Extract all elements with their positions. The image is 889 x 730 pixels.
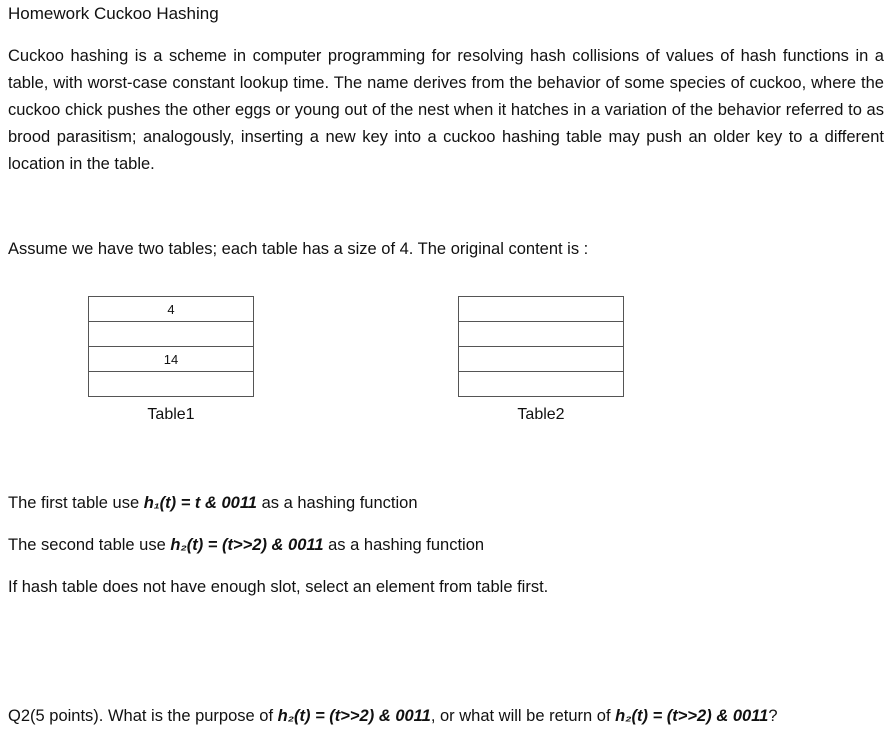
table1-slot-1 [89, 322, 254, 347]
table1-slot-3 [89, 372, 254, 397]
second-hash-suffix: as a hashing function [323, 536, 485, 554]
question-formula-1: h₂(t) = (t>>2) & 0011 [277, 707, 431, 725]
slot-rule-line: If hash table does not have enough slot, select an element from table first. [8, 578, 549, 596]
table2-slot-0 [459, 297, 624, 322]
table2-slot-2 [459, 347, 624, 372]
table1-slot-2: 14 [89, 347, 254, 372]
page-title: Homework Cuckoo Hashing [8, 4, 219, 23]
second-hash-prefix: The second table use [8, 536, 171, 554]
first-hash-line [8, 492, 418, 514]
table2 [458, 296, 624, 397]
first-hash-formula: h₁(t) = t & 0011 [143, 494, 257, 512]
table2-slot-3 [459, 372, 624, 397]
table2-label: Table2 [517, 406, 565, 423]
question-middle: , or what will be return of [430, 707, 616, 725]
question-prefix: Q2(5 points). What is the purpose of [8, 707, 278, 725]
question-q2 [8, 705, 778, 727]
table1-label: Table1 [147, 406, 195, 423]
table2-slot-1 [459, 322, 624, 347]
table1-slot-0: 4 [89, 297, 254, 322]
table1 [88, 296, 254, 397]
first-hash-prefix: The first table use [8, 494, 144, 512]
second-hash-formula: h₂(t) = (t>>2) & 0011 [170, 536, 324, 554]
intro-paragraph: Cuckoo hashing is a scheme in computer programming for resolving hash collisions of values of hash functions in a table, with worst-case constant lookup time. The name derives from the behavior of some species of cuckoo, where the cuckoo chick pushes the other eggs or young out of the nest when it hatches in a variation of the behavior referred to as brood parasitism; analogously, inserting a new key into a cuckoo hashing table may push an older key to a different location in the table. [8, 47, 884, 173]
second-hash-line [8, 534, 484, 556]
question-formula-2: h₂(t) = (t>>2) & 0011 [615, 707, 769, 725]
assumption-text: Assume we have two tables; each table has a size of 4. The original content is : [8, 240, 589, 258]
first-hash-suffix: as a hashing function [256, 494, 418, 512]
question-suffix: ? [768, 707, 778, 725]
